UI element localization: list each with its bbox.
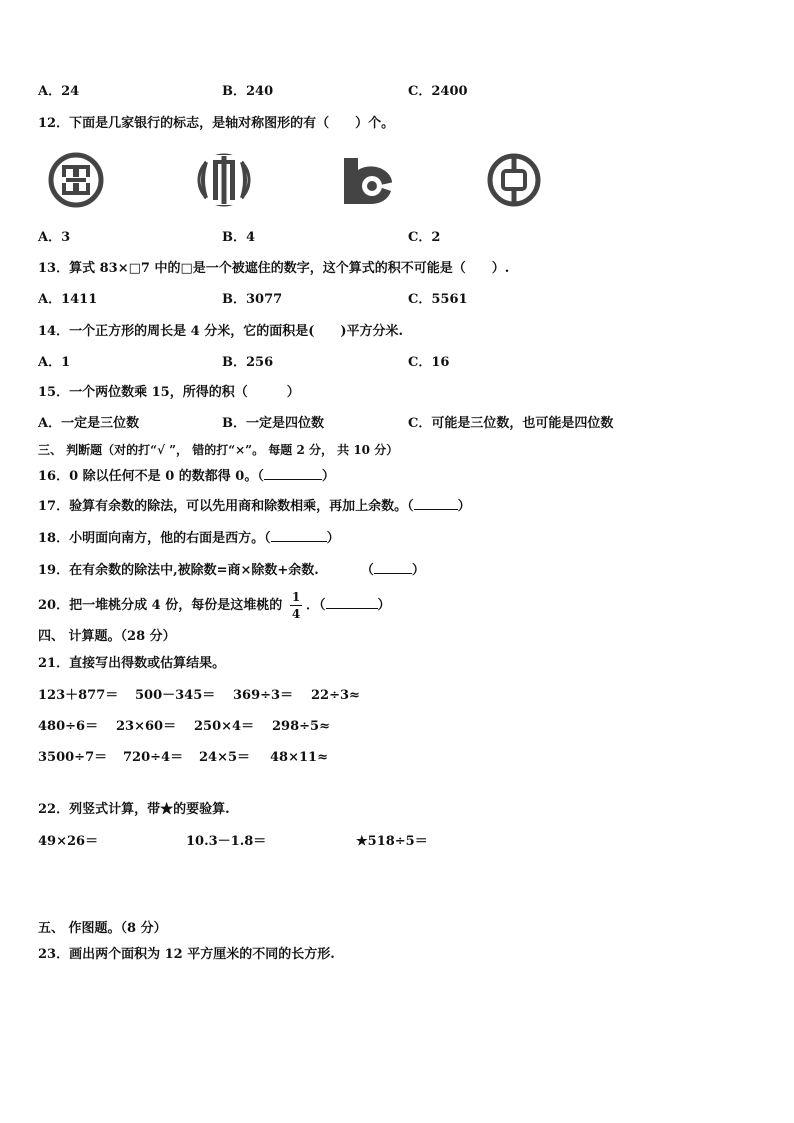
q18-line xyxy=(38,531,340,547)
q18-text: 18．小明面向南方，他的右面是西方。（ xyxy=(38,531,271,546)
q11-option-b: B．240 xyxy=(222,84,274,99)
q20-text: 20．把一堆桃分成 4 份，每份是这堆桃的 xyxy=(38,598,283,613)
calc-item: 48×11≈ xyxy=(270,750,328,765)
q11-option-c: C．2400 xyxy=(408,84,468,99)
q16-close: ） xyxy=(321,469,335,484)
q19-close: ） xyxy=(411,563,425,578)
q12-option-b: B．4 xyxy=(222,230,256,245)
q13-stem: 13．算式 83×□7 中的□是一个被遮住的数字，这个算式的积不可能是（ ）. xyxy=(38,261,510,276)
fraction-denominator: 4 xyxy=(291,607,301,621)
q19-answer-blank[interactable] xyxy=(374,573,412,574)
section-3-title: 三、 判断题（对的打“√ ”， 错的打“×”。 每题 2 分， 共 10 分） xyxy=(38,443,399,457)
icbc-logo-icon xyxy=(48,152,104,208)
everbright-logo-icon xyxy=(340,152,396,208)
citic-logo-icon xyxy=(196,152,252,208)
calc-item: 480÷6＝ xyxy=(38,719,99,734)
q12-option-a: A．3 xyxy=(38,230,71,245)
q23-stem: 23．画出两个面积为 12 平方厘米的不同的长方形. xyxy=(38,947,335,962)
vertical-calc-item: ★518÷5＝ xyxy=(356,834,428,849)
q15-stem: 15．一个两位数乘 15，所得的积（ ） xyxy=(38,385,300,400)
q20-fraction xyxy=(290,590,302,621)
q17-answer-blank[interactable] xyxy=(414,509,458,510)
q13-option-b: B．3077 xyxy=(222,292,283,307)
calc-item: 500－345＝ xyxy=(135,688,216,703)
fraction-numerator: 1 xyxy=(291,590,301,604)
q18-close: ） xyxy=(326,531,340,546)
q14-option-c: C．16 xyxy=(408,355,450,370)
q17-text: 17．验算有余数的除法，可以先用商和除数相乘，再加上余数。（ xyxy=(38,499,414,514)
q11-option-a: A．24 xyxy=(38,84,80,99)
q19-text: 19．在有余数的除法中,被除数=商×除数+余数. xyxy=(38,563,319,578)
q18-answer-blank[interactable] xyxy=(271,541,327,542)
q14-stem: 14．一个正方形的周长是 4 分米，它的面积是( )平方分米. xyxy=(38,324,404,339)
q13-option-c: C．5561 xyxy=(408,292,468,307)
calc-item: 22÷3≈ xyxy=(311,688,360,703)
q16-text: 16．0 除以任何不是 0 的数都得 0。（ xyxy=(38,469,264,484)
vertical-calc-item: 10.3－1.8＝ xyxy=(186,834,267,849)
q20-close: ） xyxy=(377,598,391,613)
q13-option-a: A．1411 xyxy=(38,292,98,307)
calc-item: 250×4＝ xyxy=(194,719,255,734)
q14-option-a: A．1 xyxy=(38,355,71,370)
q14-option-b: B．256 xyxy=(222,355,274,370)
calc-item: 720÷4＝ xyxy=(123,750,184,765)
q12-stem: 12．下面是几家银行的标志，是轴对称图形的有（ ）个。 xyxy=(38,116,395,131)
q19-line xyxy=(38,563,425,579)
boc-logo-icon xyxy=(486,152,542,208)
calc-item: 123＋877＝ xyxy=(38,688,119,703)
q16-answer-blank[interactable] xyxy=(264,479,322,480)
q15-option-c: C．可能是三位数，也可能是四位数 xyxy=(408,416,614,431)
calc-item: 23×60＝ xyxy=(116,719,177,734)
section-5-title: 五、 作图题。（8 分） xyxy=(38,921,167,936)
calc-item: 298÷5≈ xyxy=(272,719,330,734)
section-4-title: 四、 计算题。（28 分） xyxy=(38,629,176,644)
q20-open: ．（ xyxy=(306,598,326,613)
q12-option-c: C．2 xyxy=(408,230,441,245)
q20-answer-line xyxy=(306,598,391,614)
q21-stem: 21．直接写出得数或估算结果。 xyxy=(38,656,226,671)
q16-line xyxy=(38,469,335,485)
vertical-calc-item: 49×26＝ xyxy=(38,834,99,849)
q17-close: ） xyxy=(457,499,471,514)
q22-stem: 22．列竖式计算，带★的要验算. xyxy=(38,802,230,817)
calc-item: 369÷3＝ xyxy=(233,688,294,703)
calc-item: 24×5＝ xyxy=(199,750,251,765)
q17-line xyxy=(38,499,471,515)
q19-open: （ xyxy=(360,563,374,578)
q15-option-a: A．一定是三位数 xyxy=(38,416,140,431)
q20-answer-blank[interactable] xyxy=(326,608,378,609)
q15-option-b: B．一定是四位数 xyxy=(222,416,324,431)
calc-item: 3500÷7＝ xyxy=(38,750,108,765)
